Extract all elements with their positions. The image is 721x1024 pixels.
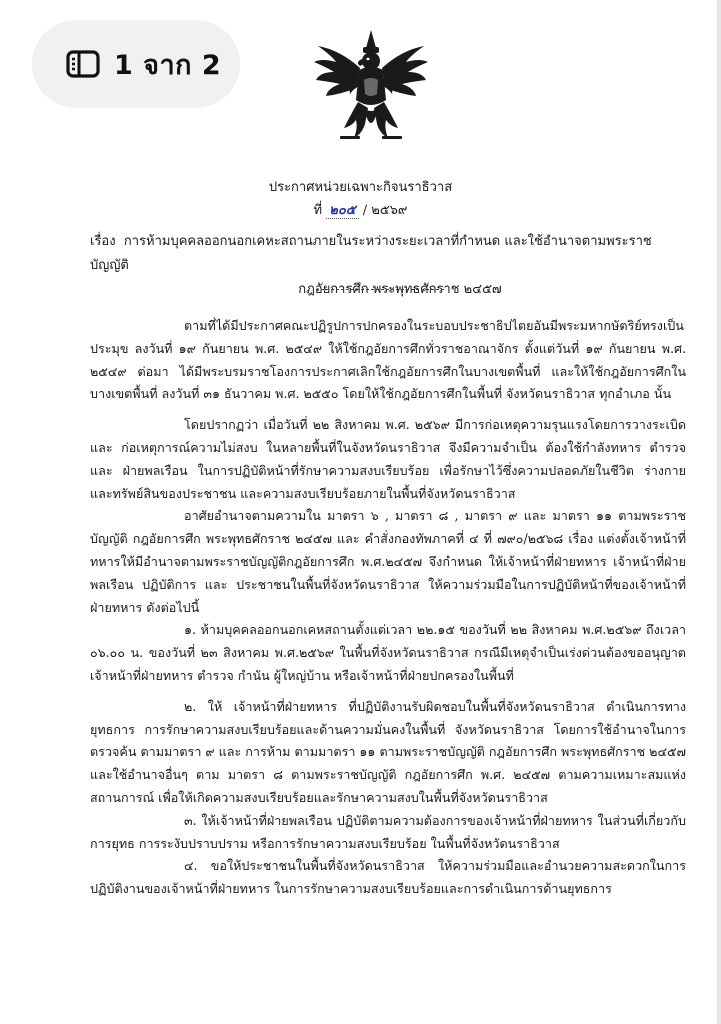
number-prefix: ที่ <box>313 203 323 218</box>
document-body <box>90 315 686 901</box>
document-number <box>0 199 721 222</box>
pages-icon <box>66 49 100 79</box>
page-indicator[interactable] <box>32 20 240 108</box>
clause-1: ๑. ห้ามบุคคลออกนอกเคหสถานตั้งแต่เวลา ๒๒.๑๕ ของวันที่ ๒๒ สิงหาคม พ.ศ.๒๕๖๙ ถึงเวลา ๐๖.๐๐ น. ของวันที่ ๒๓ สิงหาคม พ.ศ.๒๕๖๙ ในพื้นที่จังหวัดนราธิวาส กรณีมีเหตุจำเป็นเร่งด่วนต้องขออนุญาตเจ้าหน้าที่ฝ่ายทหาร ตำรวจ กำนัน ผู้ใหญ่บ้าน หรือเจ้าหน้าที่ฝ่ายปกครองในพื้นที่ <box>90 622 686 683</box>
subject-line-1: การห้ามบุคคลออกนอกเคหะสถานภายในระหว่างระยะเวลาที่กำหนด และใช้อำนาจตามพระราชบัญญัติ <box>90 234 652 273</box>
clause-2: ๒. ให้ เจ้าหน้าที่ฝ่ายทหาร ที่ปฏิบัติงานรับผิดชอบในพื้นที่จังหวัดนราธิวาส ดำเนินการทางยุทธการ การรักษาความสงบเรียบร้อยและด้านความมั่นคงในพื้นที่ จังหวัดนราธิวาส โดยการใช้อำนาจในการตรวจค้น ตามมาตรา ๙ และ การห้าม ตามมาตรา ๑๑ ตามพระราชบัญญัติ กฎอัยการศึก พระพุทธศักราช ๒๔๕๗ และใช้อำนาจอื่นๆ ตาม มาตรา ๘ ตามพระราชบัญญัติ กฎอัยการศึก พ.ศ. ๒๔๕๗ ตามความเหมาะสมแห่งสถานการณ์ เพื่อให้เกิดความสงบเรียบร้อยและรักษาความสงบในพื้นที่จังหวัดนราธิวาส <box>90 698 686 805</box>
viewer-edge <box>717 0 721 1024</box>
garuda-emblem <box>310 28 432 148</box>
clause-4: ๔. ขอให้ประชาชนในพื้นที่จังหวัดนราธิวาส ให้ความร่วมมือและอำนวยความสะดวกในการปฏิบัติงานของเจ้าหน้าที่ฝ่ายทหาร ในการรักษาความสงบเรียบร้อยและการดำเนินการด้านยุทธการ <box>90 858 686 897</box>
subject-line-2: กฎอัยการศึก พระพุทธศักราช ๒๔๕๗ <box>298 282 502 297</box>
paragraph-background: ตามที่ได้มีประกาศคณะปฏิรูปการปกครองในระบอบประชาธิปไตยอันมีพระมหากษัตริย์ทรงเป็นประมุข ลงวันที่ ๑๙ กันยายน พ.ศ. ๒๕๔๙ ให้ใช้กฎอัยการศึกทั่วราชอาณาจักร ตั้งแต่วันที่ ๑๙ กันยายน พ.ศ. ๒๕๔๙ ต่อมา ได้มีพระบรมราชโองการประกาศเลิกใช้กฎอัยการศึกในบางเขตพื้นที่ และให้ใช้กฎอัยการศึกในบางเขตพื้นที่ ลงวันที่ ๓๑ ธันวาคม พ.ศ. ๒๕๕๐ โดยให้ใช้กฎอัยการศึกในพื้นที่ จังหวัดนราธิวาส ทุกอำเภอ นั้น <box>90 318 686 402</box>
clause-3: ๓. ให้เจ้าหน้าที่ฝ่ายพลเรือน ปฏิบัติตามความต้องการของเจ้าหน้าที่ฝ่ายทหาร ในส่วนที่เกี่ยวกับการยุทธ การระงับปราบปราม หรือการรักษาความสงบเรียบร้อย ในพื้นที่จังหวัดนราธิวาส <box>90 812 686 851</box>
handwritten-number: ๒๐๕ <box>326 203 358 219</box>
header-divider <box>316 289 444 290</box>
document-header <box>0 176 721 222</box>
paragraph-incident: โดยปรากฏว่า เมื่อวันที่ ๒๒ สิงหาคม พ.ศ. ๒๕๖๙ มีการก่อเหตุความรุนแรงโดยการวางระเบิด และ ก่อเหตุการณ์ความไม่สงบ ในหลายพื้นที่ในจังหวัดนราธิวาส จึงมีความจำเป็น ต้องใช้กำลังทหาร ตำรวจ และ ฝ่ายพลเรือน ในการปฏิบัติหน้าที่รักษาความสงบเรียบร้อย เพื่อรักษาไว้ซึ่งความปลอดภัยในชีวิต ร่างกาย และทรัพย์สินของประชาชน และความสงบเรียบร้อยภายในพื้นที่จังหวัดนราธิวาส <box>90 417 686 501</box>
paragraph-authority: อาศัยอำนาจตามความใน มาตรา ๖ , มาตรา ๘ , มาตรา ๙ และ มาตรา ๑๑ ตามพระราชบัญญัติ กฎอัยการศึก พระพุทธศักราช ๒๔๕๗ และ คำสั่งกองทัพภาคที่ ๔ ที่ ๗๙๐/๒๕๖๘ เรื่อง แต่งตั้งเจ้าหน้าที่ทหารให้มีอำนาจตามพระราชบัญญัติกฎอัยการศึก พ.ศ.๒๔๕๗ จึงกำหนด ให้เจ้าหน้าที่ฝ่ายทหาร เจ้าหน้าที่ฝ่ายพลเรือน ปฏิบัติการ และ ประชาชนในพื้นที่จังหวัดนราธิวาส ให้ความร่วมมือในการปฏิบัติหน้าที่ของเจ้าหน้าที่ฝ่ายทหาร ดังต่อไปนี้ <box>90 508 686 615</box>
document-title: ประกาศหน่วยเฉพาะกิจนราธิวาส <box>268 180 453 195</box>
document-subject <box>90 230 690 302</box>
page-indicator-text: 1 จาก 2 <box>114 49 222 81</box>
subject-label: เรื่อง <box>90 234 116 249</box>
number-suffix: / ๒๕๖๙ <box>362 203 408 218</box>
